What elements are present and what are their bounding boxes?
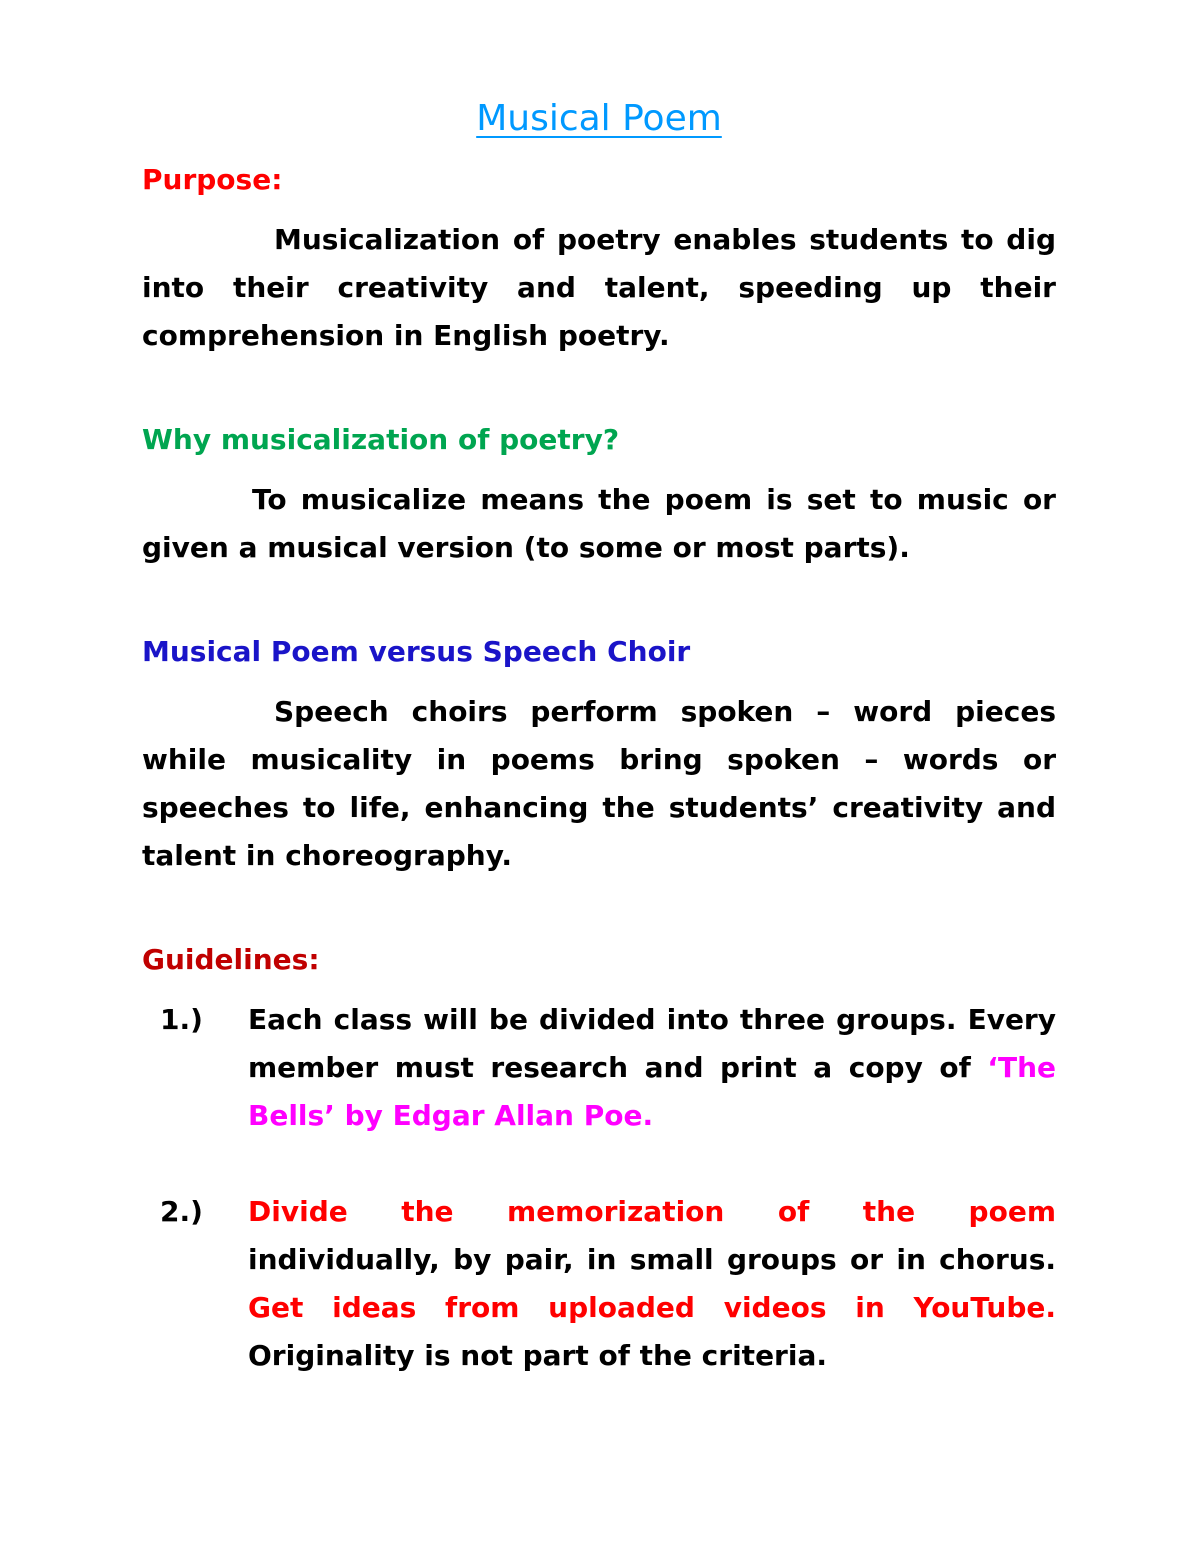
purpose-text: Musicalization of poetry enables students to dig into their creativity and talent, speeding up their comprehension in English poetry. — [142, 223, 1056, 352]
youtube-note: Get ideas from uploaded videos in YouTube. — [248, 1291, 1056, 1324]
list-item-text: Each class will be divided into three groups. Every member must research and print a copy of — [248, 1003, 1056, 1084]
versus-text: Speech choirs perform spoken – word pieces while musicality in poems bring spoken – words or speeches to life, enhancing the students’ creativity and talent in choreography. — [142, 695, 1056, 872]
guidelines-list — [142, 996, 1056, 1380]
why-text: To musicalize means the poem is set to music or given a musical version (to some or most parts). — [142, 483, 1056, 564]
list-item — [142, 996, 1056, 1140]
guidelines-heading: Guidelines: — [142, 943, 320, 976]
list-item-number: 2.) — [160, 1195, 203, 1228]
why-heading: Why musicalization of poetry? — [142, 423, 620, 456]
list-item-red-line: Divide the memorization of the poem — [248, 1195, 1056, 1228]
list-item — [142, 1188, 1056, 1380]
list-item-number: 1.) — [160, 1003, 203, 1036]
poem-reference: ‘The Bells’ by Edgar Allan Poe. — [248, 1051, 1056, 1132]
originality-note: Originality is not part of the criteria. — [248, 1339, 827, 1372]
versus-heading: Musical Poem versus Speech Choir — [142, 635, 691, 668]
list-spacer — [142, 1140, 1056, 1188]
list-item-text: individually, by pair, in small groups or in chorus. — [248, 1243, 1056, 1276]
purpose-heading: Purpose: — [142, 163, 283, 196]
page-title: Musical Poem — [476, 98, 722, 139]
document-content — [142, 92, 1056, 1380]
